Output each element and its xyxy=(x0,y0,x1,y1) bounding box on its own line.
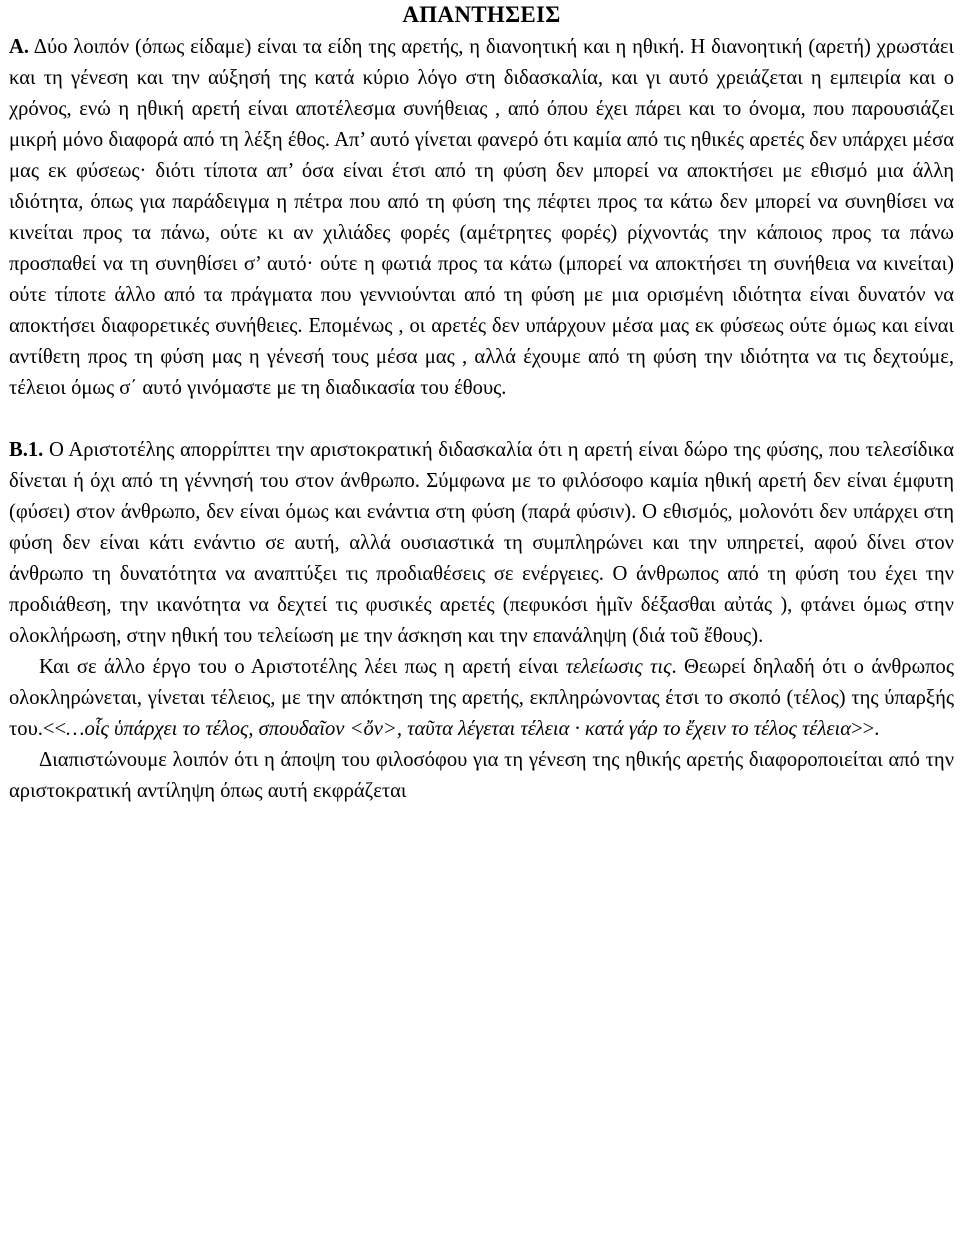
section-b1 xyxy=(9,435,954,807)
section-a-paragraph xyxy=(9,32,954,404)
section-a xyxy=(9,32,954,404)
p2-end: >>. xyxy=(851,718,880,740)
p2-start: Και σε άλλο έργο του ο Αριστοτέλης λέει πως η αρετή είναι xyxy=(39,656,566,678)
document-page xyxy=(9,0,954,807)
section-b1-label: Β.1. xyxy=(9,439,44,461)
p2-greek-quote: …οἷς ὑπάρχει το τέλος, σπουδαῖον <ὄν>, ταῦτα λέγεται τέλεια · κατά γάρ το ἔχειν το τέλος τέλεια xyxy=(66,718,852,740)
page-title: ΑΠΑΝΤΗΣΕΙΣ xyxy=(402,2,561,27)
section-a-label: Α. xyxy=(9,36,30,58)
section-b1-paragraph-3 xyxy=(9,745,954,807)
section-a-text: Δύο λοιπόν (όπως είδαμε) είναι τα είδη της αρετής, η διανοητική και η ηθική. Η διανοητική (αρετή) χρωστάει και τη γένεση και την αύξησή της κατά κύριο λόγο στη διδασκαλία, και γι αυτό χρειάζεται η εμπειρία και ο χρόνος, ενώ η ηθική αρετή είναι αποτέλεσμα συνήθειας , από όπου έχει πάρει και το όνομα, που παρουσιάζει μικρή μόνο διαφορά από τη λέξη έθος. Απ’ αυτό γίνεται φανερό ότι καμία από τις ηθικές αρετές δεν υπάρχει μέσα μας εκ φύσεως· διότι τίποτα απ’ όσα είναι έτσι από τη φύση δεν μπορεί να αποκτήσει με εθισμό μια άλλη ιδιότητα, όπως για παράδειγμα η πέτρα που από τη φύση της πέφτει προς τα κάτω δεν μπορεί να συνηθίσει να κινείται προς τα πάνω, ούτε κι αν χιλιάδες φορές (αμέτρητες φορές) ρίχνοντάς την κάποιος προς τα πάνω προσπαθεί να τη συνηθίσει σ’ αυτό· ούτε η φωτιά προς τα κάτω (μπορεί να αποκτήσει τη συνήθεια να κινείται) ούτε τίποτε άλλο από τα πράγματα που γεννιούνται από τη φύση με μια ορισμένη ιδιότητα είναι δυνατόν να αποκτήσει διαφορετικές συνήθειες. Επομένως , οι αρετές δεν υπάρχουν μέσα μας εκ φύσεως ούτε όμως και είναι αντίθετη προς τη φύση μας η γένεσή τους μέσα μας , αλλά έχουμε από τη φύση την ιδιότητα να τις δεχτούμε, τέλειοι όμως σ΄ αυτό γινόμαστε με τη διαδικασία του έθους. xyxy=(9,36,955,399)
section-b1-paragraph-2 xyxy=(9,652,954,745)
section-b1-p1-text: Ο Αριστοτέλης απορρίπτει την αριστοκρατική διδασκαλία ότι η αρετή είναι δώρο της φύσης, που τελεσίδικα δίνεται ή όχι από τη γέννησή του στον άνθρωπο. Σύμφωνα με το φιλόσοφο καμία ηθική αρετή δεν είναι έμφυτη (φύσει) στον άνθρωπο, δεν είναι όμως και ενάντια στη φύση (παρά φύσιν). Ο εθισμός, μολονότι δεν υπάρχει στη φύση δεν είναι κάτι ενάντιο σε αυτή, αλλά ουσιαστικά τη συμπληρώνει και την υπηρετεί, αφού δίνει στον άνθρωπο τη δυνατότητα να αναπτύξει τις προδιαθέσεις σε ενέργειες. Ο άνθρωπος από τη φύση του έχει την προδιάθεση, την ικανότητα να δεχτεί τις φυσικές αρετές (πεφυκόσι ἡμῖν δέξασθαι αὐτάς ), φτάνει όμως στην ολοκλήρωση, στην ηθική του τελείωση με την άσκηση και την επανάληψη (διά τοῦ ἔθους). xyxy=(9,439,954,647)
p2-middle: . Θεωρεί δηλαδή ότι ο άνθρωπος ολοκληρώνεται, γίνεται τέλειος, με την απόκτηση της αρετής, εκπληρώνοντας έτσι το σκοπό (τέλος) της ύπαρξής του.<< xyxy=(9,656,954,740)
section-b1-paragraph-1 xyxy=(9,435,954,652)
section-gap xyxy=(9,404,954,435)
p2-italic-term: τελείωσις τις xyxy=(565,656,672,678)
p3-text: Διαπιστώνουμε λοιπόν ότι η άποψη του φιλοσόφου για τη γένεση της ηθικής αρετής διαφοροποιείται από την αριστοκρατική αντίληψη όπως αυτή εκφράζεται xyxy=(9,749,954,802)
